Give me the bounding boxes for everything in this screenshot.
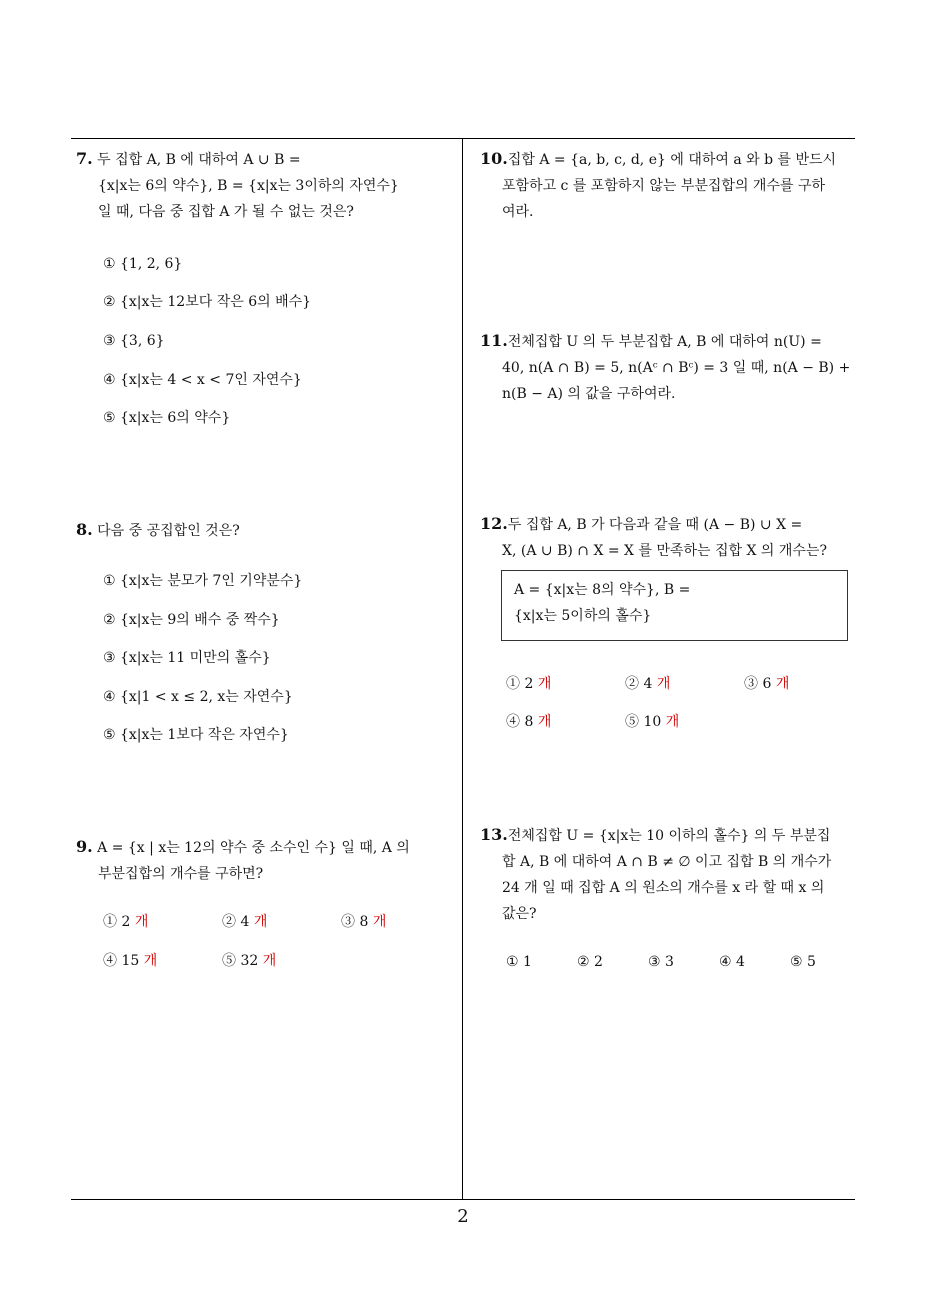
choice-item[interactable]: ① {1, 2, 6} <box>103 256 183 272</box>
bottom-rule <box>71 1199 855 1200</box>
question-text: 값은? <box>502 906 537 922</box>
choice-item[interactable]: ④ 8 개 <box>506 714 552 730</box>
question-text: 전체집합 U 의 두 부분집합 A, B 에 대하여 n(U) = <box>507 334 822 350</box>
unit-label: 개 <box>665 714 680 730</box>
question-text: 집합 A = {a, b, c, d, e} 에 대하여 a 와 b 를 반드시 <box>507 152 837 168</box>
question-text: 40, n(A ∩ B) = 5, n(Aᶜ ∩ Bᶜ) = 3 일 때, n(A − B) + <box>502 360 851 376</box>
unit-label: 개 <box>537 714 552 730</box>
question-text: 다음 중 공집합인 것은? <box>97 523 240 539</box>
problem-8 <box>76 517 456 544</box>
question-text: A = {x | x는 12의 약수 중 소수인 수} 일 때, A 의 <box>97 840 410 856</box>
question-text: 합 A, B 에 대하여 A ∩ B ≠ ∅ 이고 집합 B 의 개수가 <box>502 854 832 870</box>
choice-item[interactable]: ⑤ 5 <box>790 954 816 970</box>
problem-number: 8. <box>76 520 93 539</box>
choice-item[interactable]: ③ 8 개 <box>341 914 387 930</box>
unit-label: 개 <box>656 676 671 692</box>
column-divider <box>462 138 463 1200</box>
box-line: {x|x는 5이하의 홀수} <box>514 608 652 624</box>
unit-label: 개 <box>134 914 149 930</box>
unit-label: 개 <box>537 676 552 692</box>
problem-number: 11. <box>480 331 508 350</box>
unit-label: 개 <box>143 953 158 969</box>
choice-item[interactable]: ⑤ 10 개 <box>625 714 680 730</box>
question-text: n(B − A) 의 값을 구하여라. <box>502 386 676 402</box>
choice-item[interactable]: ⑤ {x|x는 6의 약수} <box>103 410 231 426</box>
unit-label: 개 <box>262 953 277 969</box>
choice-item[interactable]: ③ 6 개 <box>744 676 790 692</box>
question-text: {x|x는 6의 약수}, B = {x|x는 3이하의 자연수} <box>98 178 399 194</box>
choice-item[interactable]: ② {x|x는 9의 배수 중 짝수} <box>103 612 280 628</box>
problem-number: 9. <box>76 837 93 856</box>
problem-number: 13. <box>480 825 508 844</box>
problem-number: 7. <box>76 149 93 168</box>
page-number: 2 <box>457 1206 469 1227</box>
choice-item[interactable]: ④ {x|1 < x ≤ 2, x는 자연수} <box>103 689 293 705</box>
problem-9 <box>76 834 456 887</box>
choice-item[interactable]: ① 2 개 <box>103 914 149 930</box>
problem-number: 10. <box>480 149 508 168</box>
choice-item[interactable]: ① 2 개 <box>506 676 552 692</box>
question-text: X, (A ∪ B) ∩ X = X 를 만족하는 집합 X 의 개수는? <box>502 543 827 559</box>
question-text: 두 집합 A, B 가 다음과 같을 때 (A − B) ∪ X = <box>507 517 803 533</box>
choice-item[interactable]: ③ 3 <box>648 954 674 970</box>
problem-7 <box>76 146 456 225</box>
problem-10 <box>480 146 860 225</box>
unit-label: 개 <box>253 914 268 930</box>
choice-item[interactable]: ③ {3, 6} <box>103 333 165 349</box>
choice-item[interactable]: ② {x|x는 12보다 작은 6의 배수} <box>103 294 312 310</box>
question-text: 전체집합 U = {x|x는 10 이하의 홀수} 의 두 부분집 <box>507 828 831 844</box>
question-text: 24 개 일 때 집합 A 의 원소의 개수를 x 라 할 때 x 의 <box>502 880 825 896</box>
problem-number: 12. <box>480 514 508 533</box>
question-text: 여라. <box>502 204 534 220</box>
question-text: 부분집합의 개수를 구하면? <box>98 866 264 882</box>
question-text: 일 때, 다음 중 집합 A 가 될 수 없는 것은? <box>98 204 354 220</box>
box-line: A = {x|x는 8의 약수}, B = <box>514 582 691 598</box>
question-text: 포함하고 c 를 포함하지 않는 부분집합의 개수를 구하 <box>502 178 825 194</box>
choice-item[interactable]: ⑤ 32 개 <box>222 953 277 969</box>
question-text: 두 집합 A, B 에 대하여 A ∪ B = <box>97 152 301 168</box>
choice-item[interactable]: ① 1 <box>506 954 532 970</box>
problem-13 <box>480 822 860 927</box>
choice-item[interactable]: ① {x|x는 분모가 7인 기약분수} <box>103 573 303 589</box>
choice-item[interactable]: ④ 4 <box>719 954 745 970</box>
unit-label: 개 <box>372 914 387 930</box>
condition-box <box>501 570 848 641</box>
choice-item[interactable]: ② 2 <box>577 954 603 970</box>
top-rule <box>71 138 855 139</box>
choice-item[interactable]: ④ {x|x는 4 < x < 7인 자연수} <box>103 372 302 388</box>
choice-item[interactable]: ② 4 개 <box>625 676 671 692</box>
choice-item[interactable]: ② 4 개 <box>222 914 268 930</box>
choice-item[interactable]: ④ 15 개 <box>103 953 158 969</box>
problem-11 <box>480 328 860 407</box>
problem-12 <box>480 511 860 564</box>
choice-item[interactable]: ⑤ {x|x는 1보다 작은 자연수} <box>103 727 289 743</box>
unit-label: 개 <box>775 676 790 692</box>
choice-item[interactable]: ③ {x|x는 11 미만의 홀수} <box>103 650 271 666</box>
